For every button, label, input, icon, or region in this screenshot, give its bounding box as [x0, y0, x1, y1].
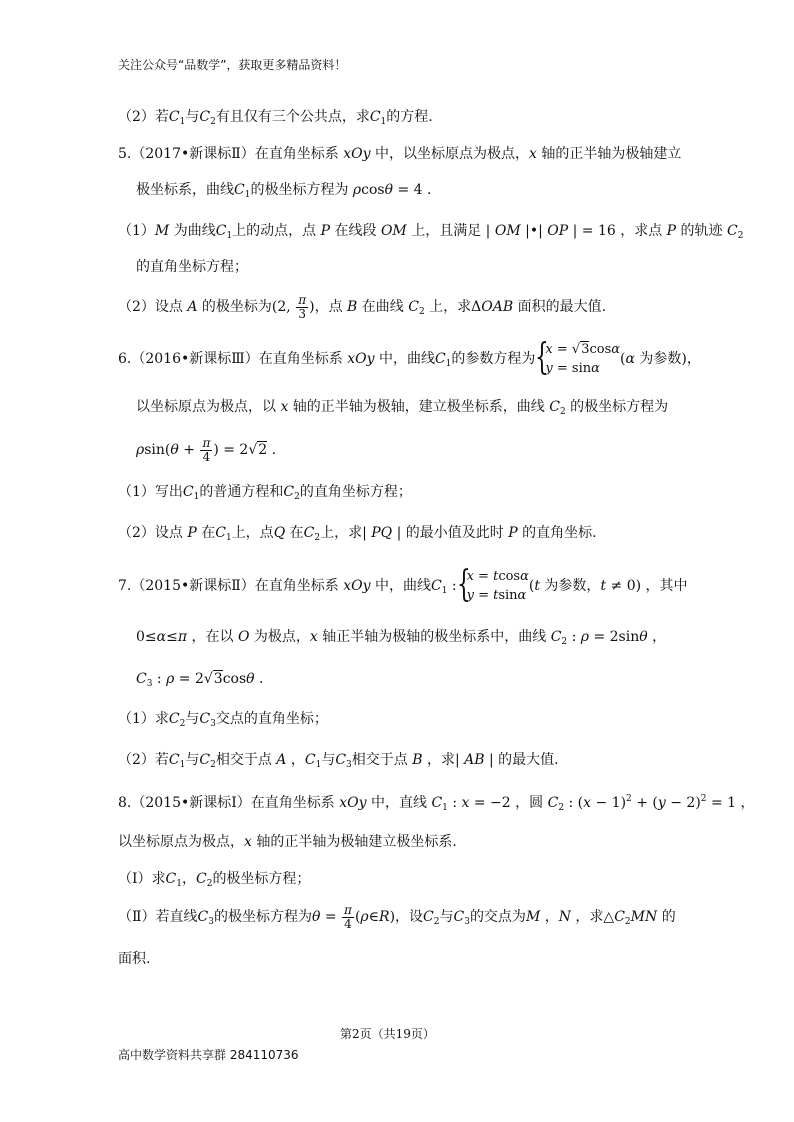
problem-5-heading: 5.（2017•新课标Ⅱ）在直角坐标系 xOy 中，以坐标原点为极点，x 轴的正半轴为极轴建立	[118, 146, 682, 162]
text-line: （1）写出$C_1$的普通方程和$C_2$的直角坐标方程；	[118, 484, 412, 502]
text-line: 以坐标原点为极点，x 轴的正半轴为极轴建立极坐标系.	[118, 834, 457, 850]
page-number: 第2页（共19页）	[340, 1027, 435, 1041]
text-line: ρsin(θ + $\frac{\pi}{4}$ ) = 2√2 .	[136, 435, 277, 464]
text-line: （2）设点 A 的极坐标为(2, $\frac{\pi}{3}$ )，点 B 在曲线 $C_2$ 上，求ΔOAB 面积的最大值.	[118, 292, 607, 321]
text-line: （1）求$C_2$与$C_3$交点的直角坐标；	[118, 711, 328, 729]
header-notice: 关注公众号“品数学”，获取更多精品资料！	[118, 58, 347, 72]
problem-8-heading: 8.（2015•新课标Ⅰ）在直角坐标系 xOy 中，直线 $C_1$ : x = −2 ，圆 $C_2$ : $(x - 1)^2 + (y - 2)^2 = 1$ ，	[118, 794, 755, 813]
problem-6-heading: 6.（2016•新课标Ⅲ）在直角坐标系 xOy 中，曲线$C_1$的参数方程为 { x = √3cosα y = sinα (α 为参数)，	[118, 337, 701, 378]
text-line: 以坐标原点为极点，以 x 轴的正半轴为极轴，建立极坐标系，曲线 $C_2$ 的极坐标方程为	[136, 399, 669, 417]
text-line: （2）若$C_1$与$C_2$有且仅有三个公共点，求$C_1$的方程.	[118, 109, 433, 127]
text-line: 的直角坐标方程；	[136, 259, 248, 275]
problem-7-heading: 7.（2015•新课标Ⅱ）在直角坐标系 xOy 中，曲线$C_1$ : { x = tcosα y = tsinα (t 为参数，t ≠ 0) ，其中	[118, 564, 688, 605]
text-line: 极坐标系，曲线$C_1$的极坐标方程为 ρcosθ = 4 .	[136, 182, 432, 200]
text-line: （Ⅱ）若直线$C_3$的极坐标方程为θ = $\frac{\pi}{4}$ (ρ∈R)，设$C_2$与$C_3$的交点为M ，N ，求$\triangle C_2MN$ 的	[118, 902, 676, 931]
text-line: （2）若$C_1$与$C_2$相交于点 A ，$C_1$与$C_3$相交于点 B ，求| AB | 的最大值.	[118, 752, 559, 770]
text-line: （1）M 为曲线$C_1$上的动点，点 P 在线段 OM 上，且满足 | OM |•| OP | = 16 ，求点 P 的轨迹 $C_2$	[118, 223, 744, 241]
text-line: 面积.	[118, 951, 151, 967]
text-line: （2）设点 P 在$C_1$上，点Q 在$C_2$上，求| PQ | 的最小值及此时 P 的直角坐标.	[118, 525, 597, 543]
text-line: 0≤α≤π ，在以 O 为极点，x 轴正半轴为极轴的极坐标系中，曲线 $C_2$ : ρ = 2sinθ ，	[136, 629, 667, 647]
text-line: $C_3$ : ρ = 2√3cosθ .	[136, 671, 264, 689]
text-line: （Ⅰ）求$C_1$，$C_2$的极坐标方程；	[118, 871, 311, 889]
footer-group: 高中数学资料共享群 284110736	[118, 1048, 299, 1062]
